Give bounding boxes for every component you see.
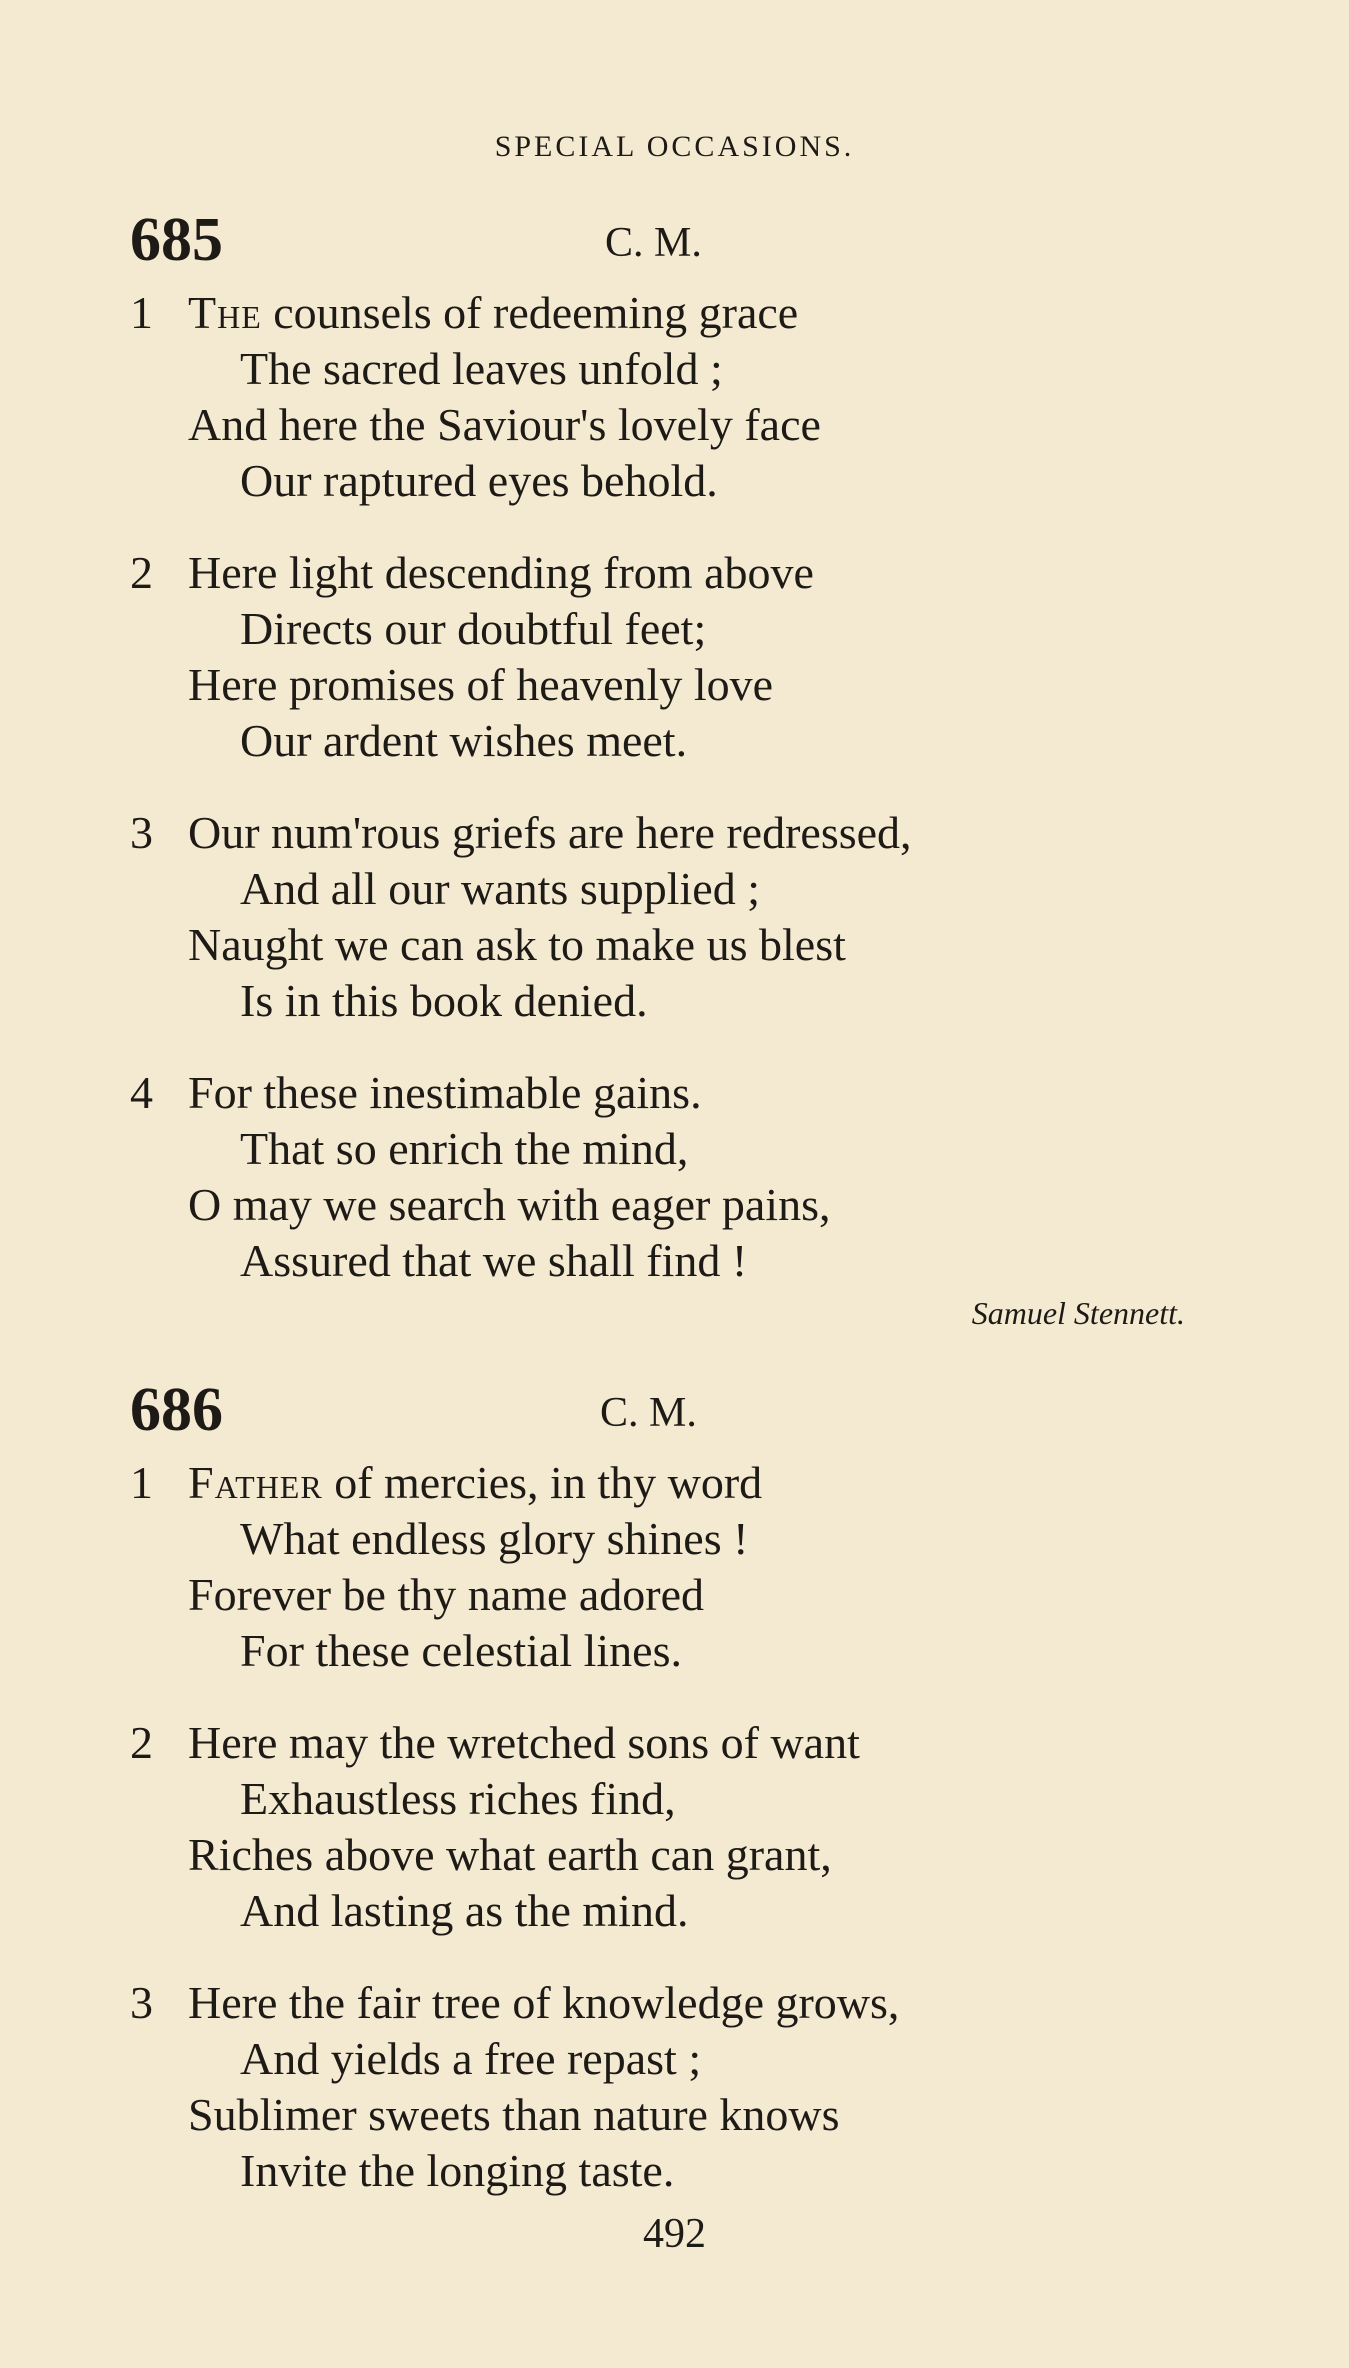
stanza-number: 3 [130, 1977, 153, 2028]
hymn-number: 685 [130, 206, 223, 274]
stanza [130, 1455, 1230, 1679]
verse-line: Our raptured eyes behold. [240, 455, 718, 506]
stanza-number: 2 [130, 547, 153, 598]
hymn-686 [130, 1375, 1230, 2235]
stanza-number: 3 [130, 807, 153, 858]
stanza-number: 1 [130, 1457, 153, 1508]
line-text: Here light descending from above [188, 547, 814, 598]
page-number: 492 [643, 2211, 706, 2257]
stanza [130, 1715, 1230, 1939]
stanza [130, 1065, 1230, 1289]
hymn-heading [130, 1375, 1230, 1455]
running-header: SPECIAL OCCASIONS. [494, 130, 855, 163]
stanza [130, 545, 1230, 769]
verse-line: Sublimer sweets than nature knows [188, 2089, 840, 2140]
hymn-meter: C. M. [600, 1390, 697, 1436]
verse-line: Assured that we shall find ! [240, 1235, 748, 1286]
stanza-first-line [130, 285, 1230, 341]
stanza [130, 805, 1230, 1029]
hymn-number: 686 [130, 1376, 223, 1444]
line-text: For these inestimable gains. [188, 1067, 702, 1118]
verse-line: Riches above what earth can grant, [188, 1829, 832, 1880]
hymn-author: Samuel Stennett. [971, 1295, 1185, 1331]
hymn-685 [130, 205, 1230, 1332]
verse-line: Our ardent wishes meet. [240, 715, 688, 766]
verse-line: And here the Saviour's lovely face [188, 399, 821, 450]
verse-line: Naught we can ask to make us blest [188, 919, 846, 970]
line-text: counsels of redeeming grace [261, 287, 799, 338]
hymn-meter: C. M. [605, 220, 702, 266]
verse-line: That so enrich the mind, [240, 1123, 689, 1174]
verse-line: Forever be thy name adored [188, 1569, 705, 1620]
hymn-heading [130, 205, 1230, 285]
verse-line: What endless glory shines ! [240, 1513, 749, 1564]
stanza-first-line [130, 1065, 1230, 1121]
line-text: Here may the wretched sons of want [188, 1717, 860, 1768]
drop-cap-word: The [188, 287, 262, 338]
stanza-first-line [130, 545, 1230, 601]
line-text: Here the fair tree of knowledge grows, [188, 1977, 900, 2028]
stanza-number: 2 [130, 1717, 153, 1768]
verse-line: And all our wants supplied ; [240, 863, 760, 914]
verse-line: O may we search with eager pains, [188, 1179, 831, 1230]
drop-cap-word: Father [188, 1457, 323, 1508]
line-text: Our num'rous griefs are here redressed, [188, 807, 912, 858]
stanza-first-line [130, 805, 1230, 861]
verse-line: Is in this book denied. [240, 975, 648, 1026]
verse-line: And yields a free repast ; [240, 2033, 702, 2084]
stanza-first-line [130, 1715, 1230, 1771]
stanza-first-line [130, 1975, 1230, 2031]
verse-line: For these celestial lines. [240, 1625, 682, 1676]
line-text: of mercies, in thy word [322, 1457, 763, 1508]
verse-line: The sacred leaves unfold ; [240, 343, 723, 394]
verse-line: Invite the longing taste. [240, 2145, 675, 2196]
stanza [130, 1975, 1230, 2199]
verse-line: And lasting as the mind. [240, 1885, 689, 1936]
stanza [130, 285, 1230, 509]
stanza-first-line [130, 1455, 1230, 1511]
verse-line: Directs our doubtful feet; [240, 603, 707, 654]
verse-line: Exhaustless riches find, [240, 1773, 676, 1824]
stanza-number: 1 [130, 287, 153, 338]
stanza-number: 4 [130, 1067, 153, 1118]
verse-line: Here promises of heavenly love [188, 659, 774, 710]
